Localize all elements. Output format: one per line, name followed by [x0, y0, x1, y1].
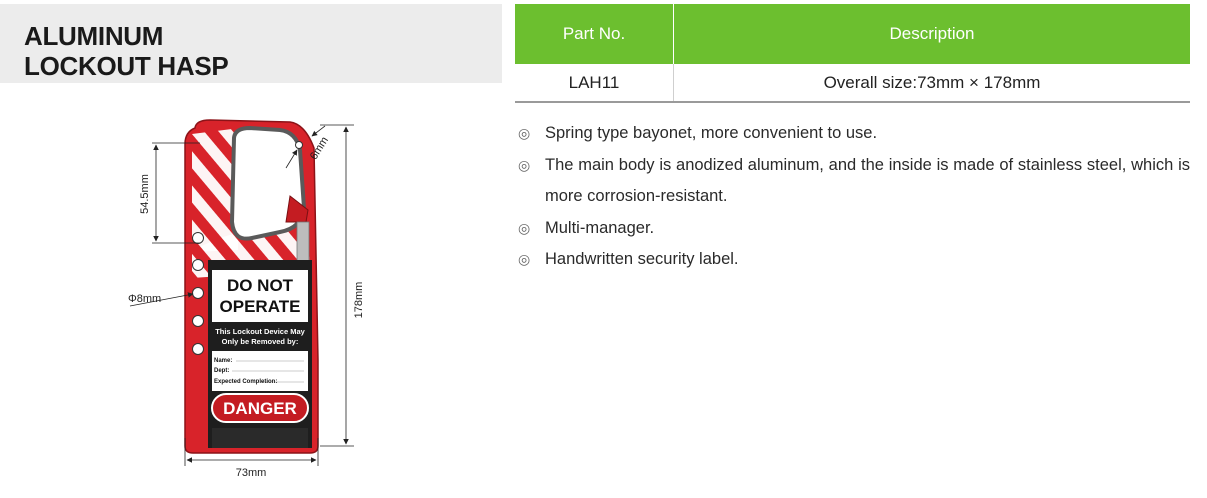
dim-height-label: 178mm [353, 281, 365, 319]
cell-description: Overall size:73mm × 178mm [674, 64, 1191, 102]
lock-hole [193, 260, 204, 271]
lock-hole [193, 344, 204, 355]
tag-field-completion: Expected Completion: [214, 379, 278, 385]
tag-field-dept: Dept: [214, 368, 230, 374]
bullet-icon: ◎ [518, 251, 531, 267]
feature-list [518, 118, 1190, 276]
dim-hinge-label: 6mm [307, 134, 332, 162]
spec-table [515, 4, 1190, 103]
header-description: Description [674, 4, 1191, 64]
feature-text: Spring type bayonet, more convenient to use. [545, 124, 878, 142]
bullet-icon: ◎ [518, 219, 531, 236]
feature-text: Multi-manager. [545, 218, 655, 237]
spec-table-header-row [515, 4, 1190, 64]
feature-text: Handwritten security label. [545, 250, 739, 268]
list-item [518, 213, 1190, 245]
list-item [518, 150, 1190, 213]
tag-line-2: OPERATE [219, 297, 301, 316]
list-item [518, 118, 1190, 150]
lock-hole [193, 288, 204, 299]
tag-line-1: DO NOT [226, 276, 294, 295]
lock-hole [193, 233, 204, 244]
table-row [515, 64, 1190, 102]
title-line-2: LOCKOUT HASP [24, 51, 229, 81]
lock-hole [193, 316, 204, 327]
tag-notice-2: Only be Removed by: [221, 337, 299, 346]
cell-part-no: LAH11 [515, 64, 674, 102]
dim-width-label: 73mm [235, 467, 267, 479]
dim-top-gap-label: 54.5mm [139, 174, 151, 214]
tag-danger: DANGER [223, 399, 297, 418]
tag-notice-1: This Lockout Device May [215, 327, 305, 336]
bullet-icon: ◎ [518, 156, 531, 173]
bullet-icon: ◎ [518, 125, 531, 141]
tag-field-name: Name: [214, 358, 233, 364]
list-item [518, 244, 1190, 276]
feature-text: The main body is anodized aluminum, and the inside is made of stainless steel, which is more corrosion-resistant. [545, 155, 1190, 205]
hasp-drawing [100, 110, 400, 485]
title-line-1: ALUMINUM [24, 21, 164, 51]
header-part-no: Part No. [515, 4, 674, 64]
title-band [0, 4, 502, 83]
dimension-height [320, 125, 365, 446]
dimension-hole [128, 293, 193, 306]
dim-hole-label: Φ8mm [128, 293, 162, 305]
